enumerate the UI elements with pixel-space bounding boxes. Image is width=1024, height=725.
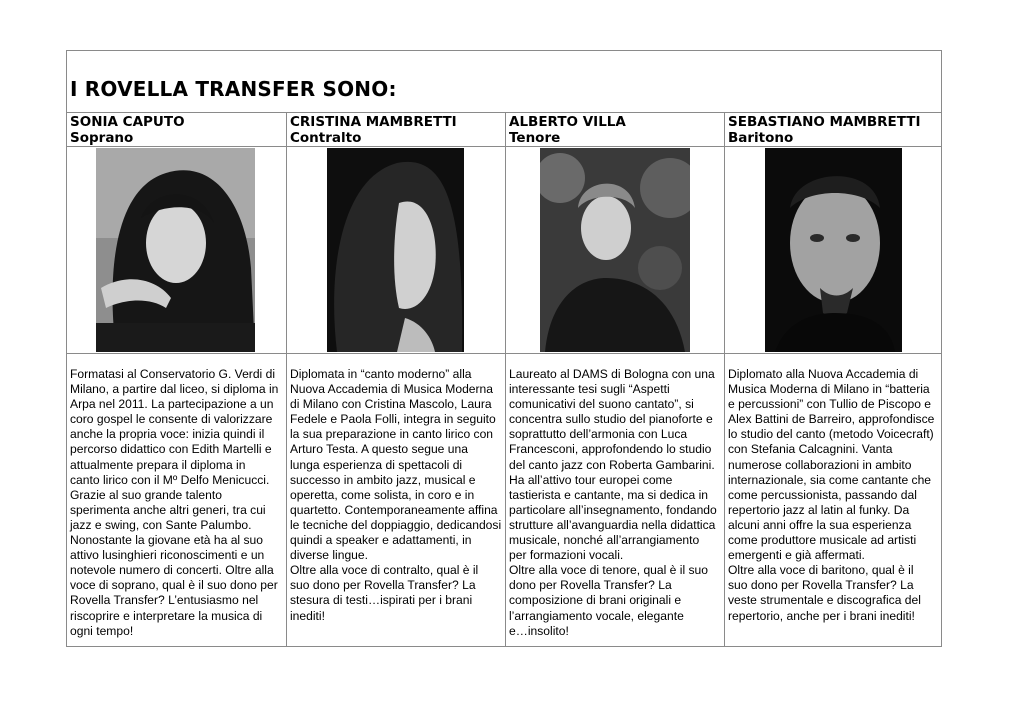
photo-cell [725,147,941,354]
member-photo [327,148,464,352]
member-name: ALBERTO VILLA [509,114,626,130]
member-photo [765,148,902,352]
member-column-tenore [505,113,724,646]
page-title: I ROVELLA TRANSFER SONO: [70,77,397,101]
member-photo [96,148,255,352]
member-header [506,113,724,147]
member-header [725,113,941,147]
member-photo [540,148,690,352]
member-name: CRISTINA MAMBRETTI [290,114,457,130]
photo-cell [67,147,286,354]
member-column-contralto [286,113,505,646]
member-voice: Baritono [728,130,794,146]
member-name: SEBASTIANO MAMBRETTI [728,114,921,130]
member-bio: Laureato al DAMS di Bologna con una interessante tesi sugli “Aspetti comunicativi del suono cantato”, si concentra sullo studio del pianoforte e soprattutto dell’armonia con Luca Francesconi, approfondendo lo studio del canto jazz con Roberta Gambarini. Ha all’attivo tour europei come tastierista e cantante, ma si dedica in particolare all’insegnamento, fondando strutture all’avanguardia nella didattica musicale, nonché all’arrangiamento per formazioni vocali. Oltre alla voce di tenore, qual è il suo dono per Rovella Transfer? La composizione di brani originali e l’arrangiamento vocale, elegante e…insolito! [509,367,717,638]
photo-cell [287,147,505,354]
members-table [66,50,942,647]
photo-cell [506,147,724,354]
member-column-baritono [724,113,941,646]
member-voice: Tenore [509,130,561,146]
member-voice: Soprano [70,130,134,146]
member-header [287,113,505,147]
member-bio: Diplomata in “canto moderno” alla Nuova Accademia di Musica Moderna di Milano con Cristina Mascolo, Laura Fedele e Paola Folli, integra in seguito la sua preparazione in canto lirico con Arturo Testa. A questo segue una lunga esperienza di spettacoli di successo in ambito jazz, musical e operetta, come solista, in coro e in quartetto. Contemporaneamente affina le tecniche del doppiaggio, dedicandosi quindi a speaker e adattamenti, in diverse lingue. Oltre alla voce di contralto, qual è il suo dono per Rovella Transfer? La stesura di testi…ispirati per i brani inediti! [290,367,502,623]
member-header [67,113,286,147]
member-column-soprano [67,113,286,646]
member-bio: Diplomato alla Nuova Accademia di Musica Moderna di Milano in “batteria e percussioni” con Tullio de Piscopo e Alex Battini de Barreiro, approfondisce lo studio del canto (metodo Voicecraft) con Stefania Calcagnini. Vanta numerose collaborazioni in ambito internazionale, sia come cantante che come percussionista, passando dal repertorio jazz al latin al funky. Da alcuni anni offre la sua esperienza come produttore musicale ad artisti emergenti e già affermati. Oltre alla voce di baritono, qual è il suo dono per Rovella Transfer? La veste strumentale e discografica del repertorio, anche per i brani inediti! [728,367,935,623]
member-name: SONIA CAPUTO [70,114,185,130]
member-voice: Contralto [290,130,362,146]
title-row [67,51,941,113]
member-bio: Formatasi al Conservatorio G. Verdi di Milano, a partire dal liceo, si diploma in Arpa nel 2011. La partecipazione a un coro gospel le consente di valorizzare anche la propria voce: inizia quindi il percorso didattico con Edith Martelli e attualmente prepara il diploma in canto lirico con il Mº Delfo Menicucci. Grazie al suo grande talento sperimenta anche altri generi, tra cui jazz e swing, con Sante Palumbo. Nonostante la giovane età ha al suo attivo lusinghieri riconoscimenti e un notevole numero di concerti. Oltre alla voce di soprano, qual è il suo dono per Rovella Transfer? L’entusiasmo nel riscoprire e interpretare la musica di ogni tempo! [70,367,279,638]
